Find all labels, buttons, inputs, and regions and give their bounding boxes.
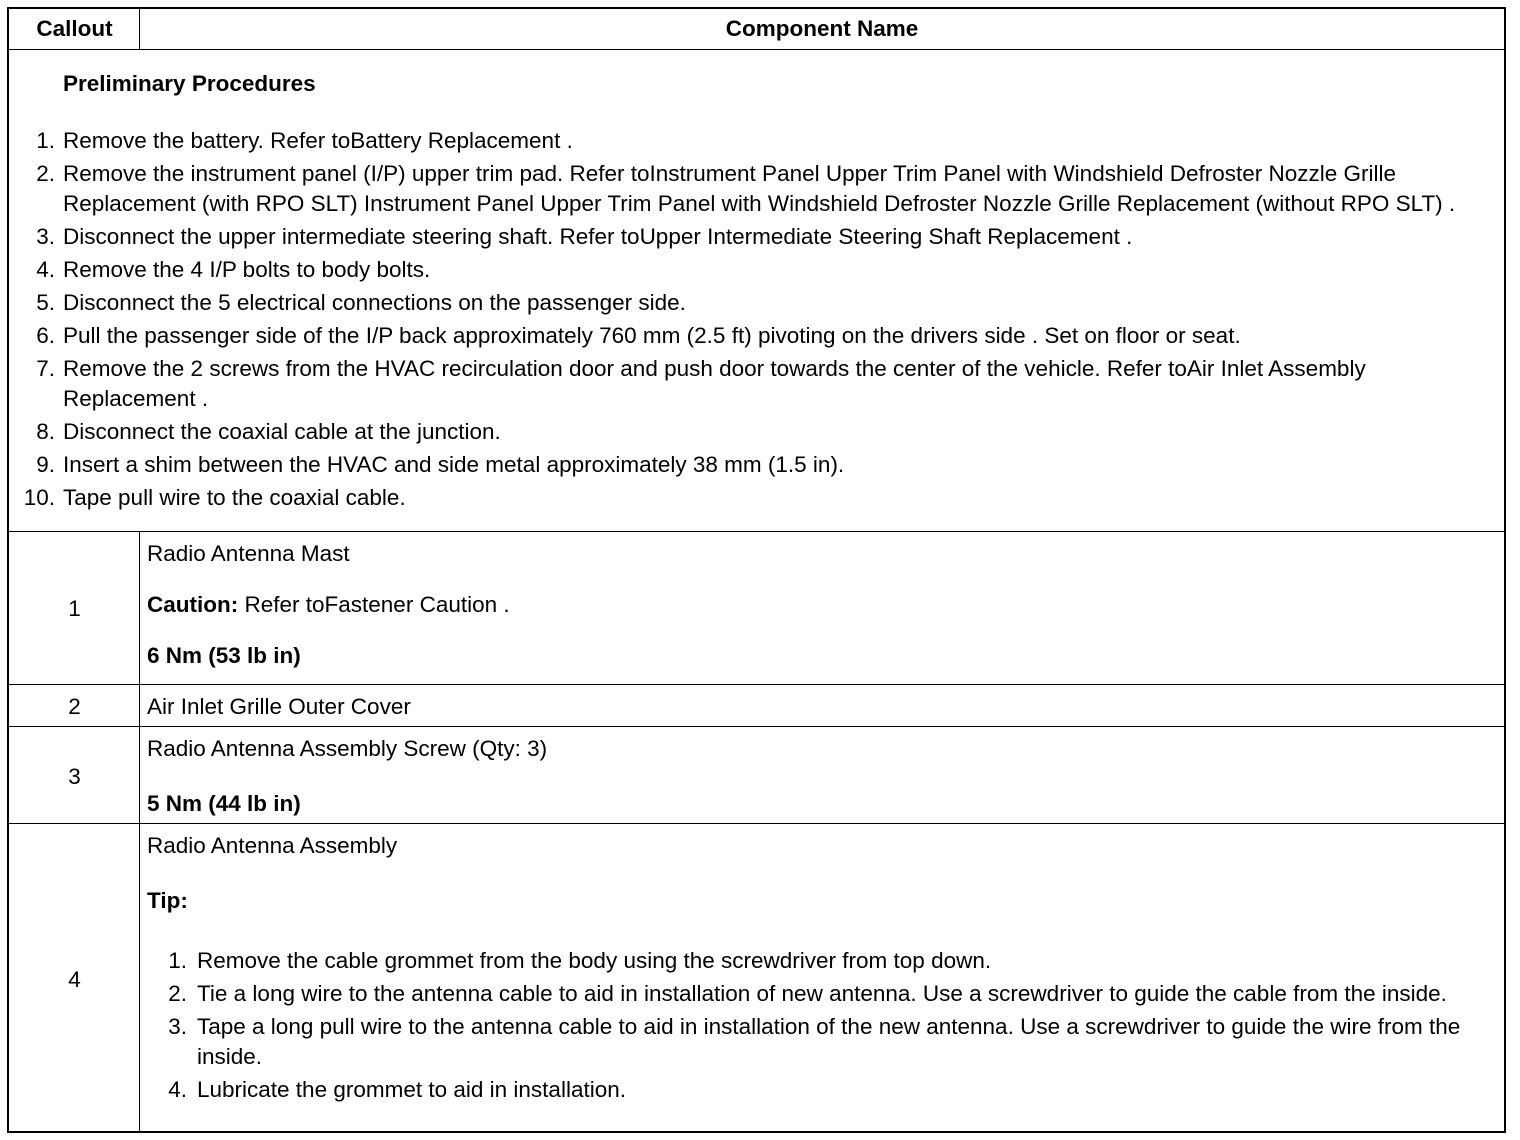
caution-label: Caution: — [147, 592, 239, 617]
header-divider — [9, 49, 1504, 50]
list-item — [147, 946, 1487, 976]
step-number: 1. — [168, 948, 187, 973]
preliminary-steps-list — [9, 126, 1489, 516]
list-item — [9, 417, 1489, 447]
step-text: Remove the 4 I/P bolts to body bolts. — [63, 257, 431, 282]
step-text: Disconnect the 5 electrical connections on the passenger side. — [63, 290, 686, 315]
step-text: Tape a long pull wire to the antenna cable to aid in installation of the new antenna. Use a screwdriver to guide the wire from the inside. — [197, 1014, 1461, 1069]
list-item — [9, 159, 1489, 219]
step-number: 2. — [36, 161, 55, 186]
preliminary-procedures-title: Preliminary Procedures — [63, 71, 316, 96]
list-item — [9, 126, 1489, 156]
callout-number: 2 — [68, 694, 81, 719]
list-item — [147, 1075, 1487, 1105]
tip-label: Tip: — [147, 888, 188, 913]
step-number: 10. — [23, 485, 55, 510]
step-text: Remove the 2 screws from the HVAC recirculation door and push door towards the center of the vehicle. Refer toAir Inlet Assembly Replacement . — [63, 356, 1366, 411]
list-item — [9, 288, 1489, 318]
header-callout: Callout — [36, 16, 113, 41]
list-item — [147, 1012, 1487, 1072]
component-name: Radio Antenna Mast — [147, 541, 350, 566]
step-number: 2. — [168, 981, 187, 1006]
caution-text: Refer toFastener Caution . — [238, 592, 510, 617]
list-item — [9, 255, 1489, 285]
callout-number: 4 — [68, 967, 81, 992]
table-row — [147, 736, 1498, 817]
step-number: 4. — [168, 1077, 187, 1102]
step-text: Remove the cable grommet from the body using the screwdriver from top down. — [197, 948, 992, 973]
step-text: Insert a shim between the HVAC and side metal approximately 38 mm (1.5 in). — [63, 452, 845, 477]
list-item — [9, 450, 1489, 480]
list-item — [9, 483, 1489, 513]
step-number: 3. — [168, 1014, 187, 1039]
component-name: Air Inlet Grille Outer Cover — [147, 694, 411, 719]
row-divider — [9, 684, 1504, 685]
step-number: 3. — [36, 224, 55, 249]
row-divider — [9, 726, 1504, 727]
list-item — [9, 321, 1489, 351]
step-number: 4. — [36, 257, 55, 282]
table-row — [147, 833, 1498, 1123]
step-text: Remove the battery. Refer toBattery Replacement . — [63, 128, 573, 153]
header-component-name: Component Name — [725, 16, 919, 41]
step-text: Disconnect the upper intermediate steering shaft. Refer toUpper Intermediate Steering Shaft Replacement . — [63, 224, 1133, 249]
step-text: Pull the passenger side of the I/P back approximately 760 mm (2.5 ft) pivoting on the drivers side . Set on floor or seat. — [63, 323, 1241, 348]
step-text: Lubricate the grommet to aid in installation. — [197, 1077, 626, 1102]
row-divider — [9, 531, 1504, 532]
component-table — [7, 7, 1506, 1133]
step-number: 9. — [36, 452, 55, 477]
list-item — [147, 979, 1487, 1009]
step-text: Remove the instrument panel (I/P) upper trim pad. Refer toInstrument Panel Upper Trim Panel with Windshield Defroster Nozzle Grille Replacement (with RPO SLT) Instrument Panel Upper Trim Panel with Windshield Defroster Nozzle Grille Replacement (without RPO SLT) . — [63, 161, 1456, 216]
step-number: 1. — [36, 128, 55, 153]
step-number: 8. — [36, 419, 55, 444]
component-name: Radio Antenna Assembly Screw (Qty: 3) — [147, 736, 548, 761]
tip-steps-list — [147, 946, 1487, 1108]
list-item — [9, 222, 1489, 252]
step-number: 5. — [36, 290, 55, 315]
list-item — [9, 354, 1489, 414]
callout-number: 1 — [68, 596, 81, 621]
table-row — [147, 541, 1498, 669]
step-text: Disconnect the coaxial cable at the junction. — [63, 419, 501, 444]
component-name: Radio Antenna Assembly — [147, 833, 398, 858]
torque-spec: 6 Nm (53 lb in) — [147, 643, 301, 668]
step-number: 7. — [36, 356, 55, 381]
step-text: Tie a long wire to the antenna cable to aid in installation of new antenna. Use a screwdriver to guide the cable from the inside. — [197, 981, 1447, 1006]
table-row — [147, 694, 1498, 720]
callout-number: 3 — [68, 764, 81, 789]
step-number: 6. — [36, 323, 55, 348]
caution-line — [147, 592, 1498, 618]
step-text: Tape pull wire to the coaxial cable. — [63, 485, 406, 510]
torque-spec: 5 Nm (44 lb in) — [147, 791, 301, 816]
row-divider — [9, 823, 1504, 824]
column-divider — [139, 9, 140, 49]
